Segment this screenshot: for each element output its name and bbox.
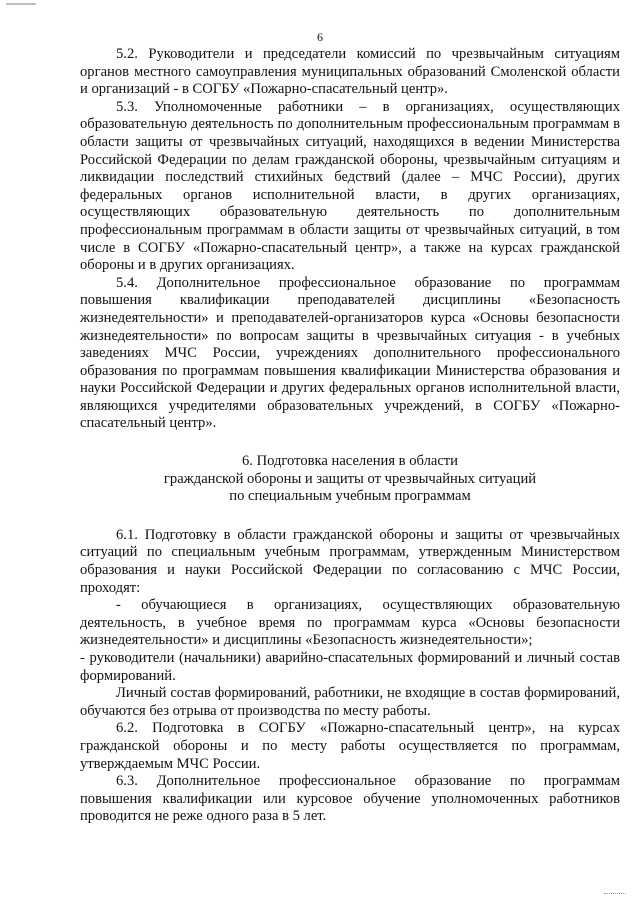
paragraph-6-3: 6.3. Дополнительное профессиональное образование по программам повышения квалификации или курсовое обучение уполномоченных работников проводится не реже одного раза в 5 лет. — [80, 773, 620, 825]
paragraph-6-1: 6.1. Подготовку в области гражданской обороны и защиты от чрезвычайных ситуаций по специальным учебным программам, утвержденным Министерством образования и науки Российской Федерации по согласованию с МЧС России, проходят: — [80, 526, 620, 596]
section-heading-line-3: по специальным учебным программам — [229, 488, 471, 505]
list-item-students: - обучающиеся в организациях, осуществляющих образовательную деятельность, в учебное время по программам курса «Основы безопасности жизнедеятельности» и дисциплины «Безопасность жизнедеятельности»; — [80, 597, 620, 649]
list-item-leaders: - руководители (начальники) аварийно-спасательных формирований и личный состав формирований. — [80, 650, 620, 684]
paragraph-5-3: 5.3. Уполномоченные работники – в организациях, осуществляющих образовательную деятельность по дополнительным профессиональным программам в области защиты от чрезвычайных ситуаций, находящихся в ведении Министерства Российской Федерации по делам гражданской обороны, чрезвычайным ситуациям и ликвидации последствий стихийных бедствий (далее – МЧС России), других федеральных органов исполнительной власти, в других организациях, осуществляющих образовательную деятельность по дополнительным профессиональным программам в области защиты от чрезвычайных ситуаций, в том числе в СОГБУ «Пожарно-спасательный центр», а также на курсах гражданской обороны и в других организациях. — [80, 98, 620, 274]
document-body — [80, 46, 620, 826]
paragraph-5-2: 5.2. Руководители и председатели комиссий по чрезвычайным ситуациям органов местного самоуправления муниципальных образований Смоленской области и организаций - в СОГБУ «Пожарно-спасательный центр». — [80, 46, 620, 98]
section-heading-line-1: 6. Подготовка населения в области — [241, 453, 458, 470]
scan-artifact-dots — [604, 893, 626, 895]
scan-artifact-mark — [6, 3, 36, 5]
section-heading-line-2: гражданской обороны и защиты от чрезвычайных ситуаций — [163, 470, 537, 487]
paragraph-5-4: 5.4. Дополнительное профессиональное образование по программам повышения квалификации преподавателей дисциплины «Безопасность жизнедеятельности» и преподавателей-организаторов курса «Основы безопасности жизнедеятельности» по вопросам защиты в чрезвычайных ситуация - в учебных заведениях МЧС России, учреждениях дополнительного профессионального образования по программам повышения квалификации Министерства образования и науки Российской Федерации и других федеральных органов исполнительной власти, являющихся учредителями образовательных учреждений, в СОГБУ «Пожарно-спасательный центр». — [80, 274, 620, 432]
paragraph-6-2: 6.2. Подготовка в СОГБУ «Пожарно-спасательный центр», на курсах гражданской обороны и по месту работы осуществляется по программам, утверждаемым МЧС России. — [80, 720, 620, 772]
page-number: 6 — [317, 30, 323, 44]
paragraph-personal-staff: Личный состав формирований, работники, не входящие в состав формирований, обучаются без отрыва от производства по месту работы. — [80, 685, 620, 719]
section-6-heading — [80, 453, 620, 506]
